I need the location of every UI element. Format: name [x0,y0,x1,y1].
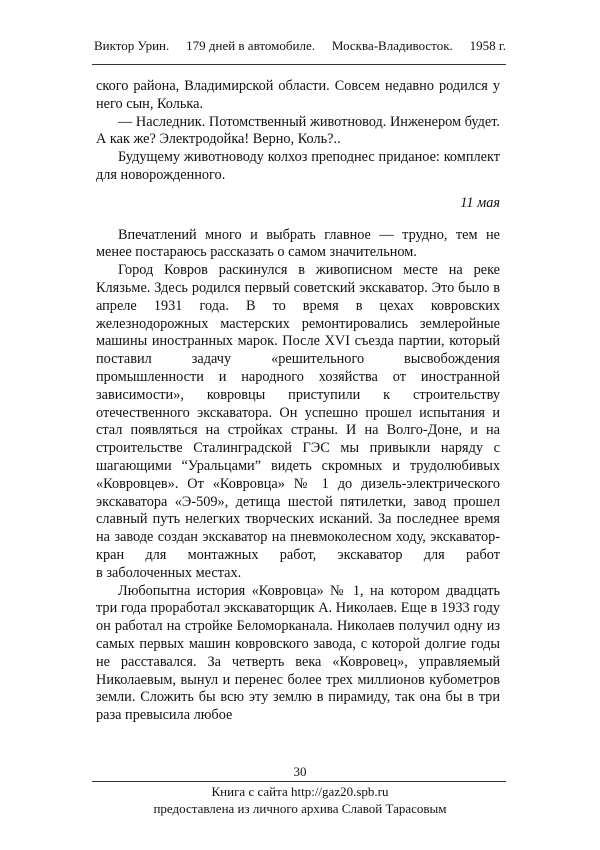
paragraph-3: Будущему животноводу колхоз преподнес приданое: комплект для новорожденного. [96,149,500,183]
paragraph-4: Впечатлений много и выбрать главное — трудно, тем не менее постараюсь рассказать о самом значительном. [96,226,500,261]
footer-source: Книга с сайта http://gaz20.spb.ru [211,784,389,799]
paragraph-1: ского района, Владимирской области. Совсем недавно родился у него сын, Колька. [96,78,500,112]
footer [0,783,600,817]
paragraph-6: Любопытна история «Ковровца» № 1, на котором двадцать три года проработал экскаваторщик А. Николаев. Еще в 1933 году он работал на стройке Беломорканала. Николаев получил одну из самых первых машин ковровского завода, с которой долгие годы не расставался. За четверть века «Ковровец», управляемый Николаевым, вынул и перенес более трех миллионов кубометров земли. Сложить бы всю эту землю в пирамиду, так она бы в три раза превысила любое [96,582,500,724]
running-header [94,38,506,54]
header-route: Москва-Владивосток. [331,38,453,53]
page-number: 30 [293,764,307,779]
paragraph-2: — Наследник. Потомственный животновод. Инженером будет. А как же? Электродойка! Верно, Коль?.. [96,113,500,148]
header-author: Виктор Урин. [94,38,170,53]
header-rule [92,64,506,65]
paragraph-5-end: в заболоченных местах. [96,564,242,581]
diary-date: 11 мая [460,194,500,211]
header-year: 1958 г. [469,38,506,53]
footer-rule [92,781,506,782]
header-title: 179 дней в автомобиле. [186,38,315,53]
footer-credit: предоставлена из личного архива Славой Тарасовым [153,801,447,816]
paragraph-5: Город Ковров раскинулся в живописном месте на реке Клязьме. Здесь родился первый советский экскаватор. Это было в апреле 1931 года. В то время в цехах ковровских железнодорожных мастерских ремонтировались землеройные машины иностранных марок. После XVI съезда партии, который поставил задачу «решительного высвобождения промышленности и народного хозяйства от иностранной зависимости», ковровцы приступили к строительству отечественного экскаватора. Он успешно прошел испытания и стал появляться на стройках страны. И на Волго-Доне, и на строительстве Сталинградской ГЭС мы привыкли наряду с шагающими “Уральцами” видеть скромных и трудолюбивых «Ковровцев». От «Ковровца» № 1 до дизель-электрического экскаватора «Э-509», детища шестой пятилетки, завод прошел славный путь нелегких творческих исканий. За последнее время на заводе создан экскаватор на пневмоколесном ходу, экскаватор-кран для монтажных работ, экскаватор для работ [96,262,500,563]
page-body [96,78,500,725]
